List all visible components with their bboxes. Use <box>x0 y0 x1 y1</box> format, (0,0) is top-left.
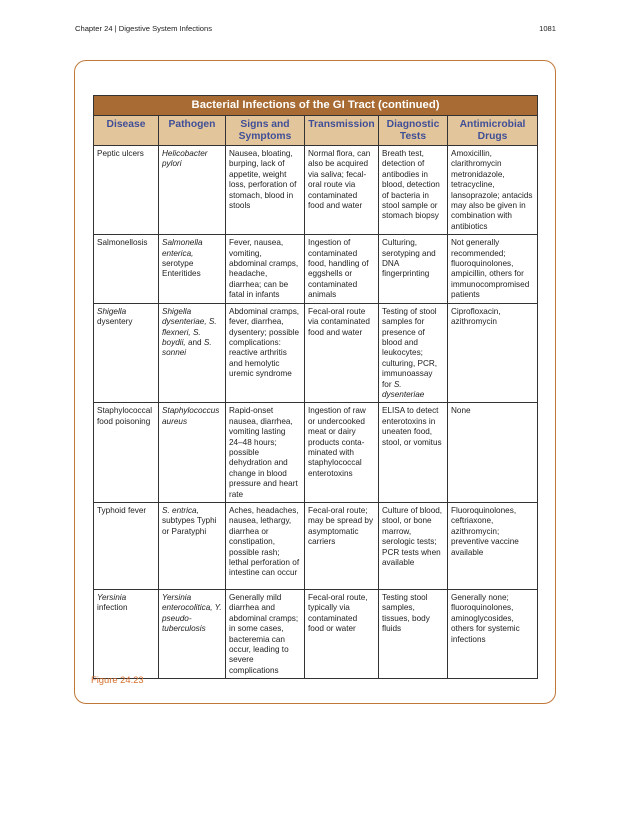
disease-cell <box>94 303 159 403</box>
symptoms-cell: Rapid-onset nausea, diarrhea, vomiting lasting 24–48 hours; possible dehydration and change in blood pressure and heart rate <box>226 403 305 503</box>
disease-rest: dysentery <box>97 317 133 327</box>
pathogen-cell: Helicobacter pylori <box>159 146 226 235</box>
transmission-cell: Ingestion of raw or undercooked meat or dairy products conta-minated with staphylococcal enterotoxins <box>305 403 379 503</box>
drugs-cell: Not generally recommended; fluoroquinolones, ampicillin, others for immunocompromised patients <box>448 235 538 303</box>
pathogen-subtypes: subtypes Typhi or Paratyphi <box>162 516 217 536</box>
drugs-cell: None <box>448 403 538 503</box>
disease-cell: Staphylococcal food poisoning <box>94 403 159 503</box>
column-header-disease: Disease <box>94 116 159 146</box>
symptoms-cell: Generally mild diarrhea and abdominal cramps; in some cases, bacteremia can occur, leading to severe complications <box>226 590 305 679</box>
pathogen-cell <box>159 235 226 303</box>
drugs-cell: Ciprofloxacin, azithromycin <box>448 303 538 403</box>
table-row <box>94 235 538 303</box>
chapter-title: Chapter 24 | Digestive System Infections <box>75 24 213 33</box>
disease-cell <box>94 590 159 679</box>
drugs-cell: Amoxicillin, clarithromycin metronidazole, tetracycline, lansoprazole; antacids may also be given in combination with antibiotics <box>448 146 538 235</box>
symptoms-cell: Aches, headaches, nausea, lethargy, diarrhea or constipation, possible rash; lethal perforation of intestine can occur <box>226 503 305 590</box>
drugs-cell: Generally none; fluoroquinolones, aminoglycosides, others for systemic infections <box>448 590 538 679</box>
table-header-row <box>94 116 538 146</box>
symptoms-cell: Fever, nausea, vomiting, abdominal cramps, headache, diarrhea; can be fatal in infants <box>226 235 305 303</box>
pathogen-serotype: serotype Enteritides <box>162 259 201 279</box>
column-header-transmission: Transmission <box>305 116 379 146</box>
table-row <box>94 503 538 590</box>
pathogen-cell <box>159 503 226 590</box>
drugs-cell: Fluoroquinolones, ceftriaxone, azithromycin; preventive vaccine available <box>448 503 538 590</box>
transmission-cell: Normal flora, can also be acquired via saliva; fecal-oral route via contaminated food and water <box>305 146 379 235</box>
disease-cell: Salmonellosis <box>94 235 159 303</box>
symptoms-cell: Nausea, bloating, burping, lack of appetite, weight loss, perforation of stomach, blood in stools <box>226 146 305 235</box>
pathogen-cell <box>159 303 226 403</box>
symptoms-cell: Abdominal cramps, fever, diarrhea, dysentery; possible complications: reactive arthritis and hemolytic uremic syndrome <box>226 303 305 403</box>
diagnostic-italic: S. dysenteriae <box>382 379 425 399</box>
table-title: Bacterial Infections of the GI Tract (continued) <box>94 96 538 116</box>
diagnostic-text: Testing of stool samples for presence of blood and leukocytes; culturing, PCR, immunoassay for <box>382 306 438 389</box>
diagnostic-cell: Culturing, serotyping and DNA fingerprinting <box>379 235 448 303</box>
bacterial-infections-table <box>93 95 538 679</box>
pathogen-italic: Shigella dysenteriae, <box>162 306 207 327</box>
pathogen-italic: S. sonnei <box>162 337 212 358</box>
diagnostic-cell: Breath test, detection of antibodies in blood, detection of bacteria in stool sample or stomach biopsy <box>379 146 448 235</box>
pathogen-italic: S. boydii, <box>162 327 201 347</box>
pathogen-italic: S. entrica, <box>162 506 199 515</box>
column-header-pathogen: Pathogen <box>159 116 226 146</box>
disease-italic: Yersinia <box>97 593 127 602</box>
disease-rest: infection <box>97 603 128 613</box>
transmission-cell: Fecal-oral route via contaminated food and water <box>305 303 379 403</box>
table-row <box>94 403 538 503</box>
column-header-diagnostic-tests: Diagnostic Tests <box>379 116 448 146</box>
page-number: 1081 <box>539 24 556 33</box>
diagnostic-cell: Testing stool samples, tissues, body fluids <box>379 590 448 679</box>
table-row <box>94 146 538 235</box>
pathogen-italic: S. flexneri, <box>162 317 217 337</box>
figure-caption: Figure 24.23 <box>91 674 144 685</box>
diagnostic-cell <box>379 303 448 403</box>
disease-cell: Typhoid fever <box>94 503 159 590</box>
disease-cell: Peptic ulcers <box>94 146 159 235</box>
column-header-antimicrobial-drugs: Antimicrobial Drugs <box>448 116 538 146</box>
pathogen-cell: Yersinia enterocolitica, Y. pseudo-tuberculosis <box>159 590 226 679</box>
table-row <box>94 303 538 403</box>
diagnostic-cell: Culture of blood, stool, or bone marrow, serologic tests; PCR tests when available <box>379 503 448 590</box>
column-header-signs-symptoms: Signs and Symptoms <box>226 116 305 146</box>
diagnostic-cell: ELISA to detect enterotoxins in uneaten food, stool, or vomitus <box>379 403 448 503</box>
transmission-cell: Fecal-oral route; may be spread by asymptomatic carriers <box>305 503 379 590</box>
pathogen-conjunction: and <box>187 337 202 347</box>
pathogen-cell: Staphylococcus aureus <box>159 403 226 503</box>
table-row <box>94 590 538 679</box>
transmission-cell: Fecal-oral route, typically via contaminated food or water <box>305 590 379 679</box>
transmission-cell: Ingestion of contaminated food, handling of eggshells or contaminated animals <box>305 235 379 303</box>
pathogen-italic: Salmonella enterica, <box>162 238 203 258</box>
disease-italic: Shigella <box>97 306 127 316</box>
